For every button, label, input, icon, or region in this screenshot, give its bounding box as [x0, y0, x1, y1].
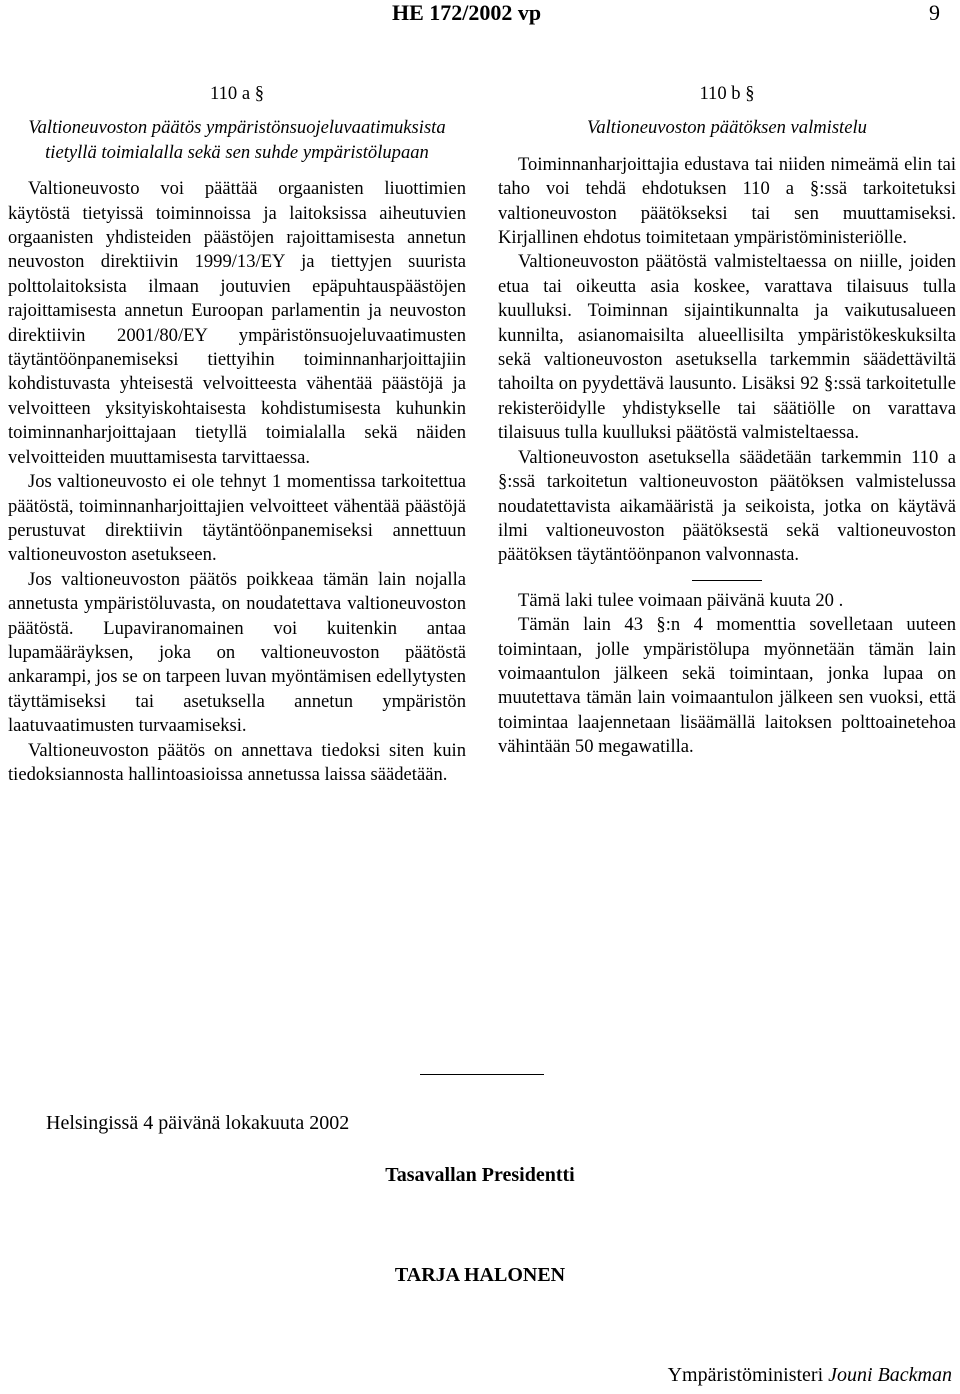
closing-paragraph: Tämän lain 43 §:n 4 momenttia sovelletaan uuteen toimintaan, jolle ympäristölupa myönnetään tämän lain voimaantulon jälkeen sekä toimintaan, jonka lupaa on muutettava tämän lain voimaantulon jälkeen sen vuoksi, että toimintaa laajennetaan lisäämällä laitoksen polttoainetehoa vähintään 50 megawatilla. — [498, 614, 956, 758]
minister-signature — [668, 1364, 952, 1387]
left-column — [8, 82, 466, 787]
paragraph: Jos valtioneuvosto ei ole tehnyt 1 momentissa tarkoitettua päätöstä, toiminnanharjoittajien velvoitteet vähentää päästöjä perustuvat direktiivin täytäntöönpanemiseksi annettuun valtioneuvoston asetukseen. — [8, 471, 466, 566]
section-divider — [692, 580, 762, 581]
paragraph: Valtioneuvoston asetuksella säädetään tarkemmin 110 a §:ssä tarkoitetun valtioneuvoston päätöksen valmistelussa noudatettavista aikamääristä ja seikoista, jotka on käytävä ilmi valtioneuvoston päätöksestä sekä valtioneuvoston päätöksen täytäntöönpanon valvonnasta. — [498, 446, 956, 566]
paragraph: Valtioneuvoston päätös on annettava tiedoksi siten kuin tiedoksiannosta hallintoasioissa annetussa laissa säädetään. — [8, 739, 466, 785]
paragraph: Jos valtioneuvoston päätös poikkeaa tämän lain nojalla annetusta ympäristöluvasta, on noudatettava valtioneuvoston päätöstä. Lupaviranomainen voi kuitenkin antaa lupamääräyksen, joka on valtioneuvoston päätöstä ankarampi, jos se on tarpeen luvan myöntämisen edellytysten täyttämiseksi tai asetuksella annetun ympäristön laatuvaatimusten turvaamiseksi. — [8, 568, 466, 737]
minister-title: Ympäristöministeri — [667, 1364, 824, 1386]
paragraph: Valtioneuvosto voi päättää orgaanisten liuottimien käytöstä tietyissä toiminnoissa ja laitoksissa aiheutuvien orgaanisten yhdisteiden päästöjen rajoittamisesta annetun neuvoston direktiivin 1999/13/EY ja tiettyjen suurista polttolaitoksista ilmaan joutuvien epäpuhtauspäästöjen rajoittamisesta annetun Euroopan parlamentin ja neuvoston direktiivin 2001/80/EY ympäristönsuojeluvaatimusten täytäntöönpanemiseksi tiettyihin toiminnanharjoittajiin kohdistuvasta yhteisestä velvoitteesta vähentää päästöjä ja velvoitteen yksityiskohtaisesta kohdistumisesta kuhunkin toiminnanharjoittajaan tietyllä toimialalla sekä näiden velvoitteiden muuttamisesta tarvittaessa. — [8, 178, 466, 468]
closing-paragraph: Tämä laki tulee voimaan päivänä kuuta 20 . — [518, 589, 844, 611]
end-divider — [420, 1074, 544, 1075]
president-name: TARJA HALONEN — [394, 1264, 566, 1286]
place-date: Helsingissä 4 päivänä lokakuuta 2002 — [46, 1112, 350, 1134]
section-number: 110 b § — [699, 83, 755, 104]
section-heading: Valtioneuvoston päätös ympäristönsuojeluvaatimuksista tietyllä toimialalla sekä sen suhde ympäristölupaan — [28, 117, 446, 163]
page-number: 9 — [929, 0, 940, 25]
document-id: HE 172/2002 vp — [392, 0, 542, 25]
section-number: 110 a § — [209, 83, 265, 104]
right-column — [498, 82, 956, 760]
minister-name: Jouni Backman — [828, 1364, 952, 1386]
section-heading: Valtioneuvoston päätöksen valmistelu — [587, 117, 867, 139]
paragraph: Toiminnanharjoittajia edustava tai niiden nimeämä elin tai taho voi tehdä ehdotuksen 110 a §:ssä tarkoitetuksi valtioneuvoston päätökseksi tai sen muuttamiseksi. Kirjallinen ehdotus toimitetaan ympäristöministeriölle. — [498, 153, 956, 249]
paragraph: Valtioneuvoston päätöstä valmisteltaessa on niille, joiden etua tai oikeutta asia koskee, varattava tilaisuus tulla kuulluksi. Toiminnan sijaintikunnalta ja vaikutusalueen kunnilta, asianomaisilta alueellisilta ympäristökeskuksilta sekä valtioneuvoston asetuksella tarkemmin säädettäviltä tahoilta on pyydettävä lausunto. Lisäksi 92 §:ssä tarkoitetulle rekisteröidylle yhdistykselle tai säätiölle on varattava tilaisuus tulla kuulluksi päätöstä valmisteltaessa. — [498, 251, 956, 444]
president-title: Tasavallan Presidentti — [385, 1164, 575, 1186]
